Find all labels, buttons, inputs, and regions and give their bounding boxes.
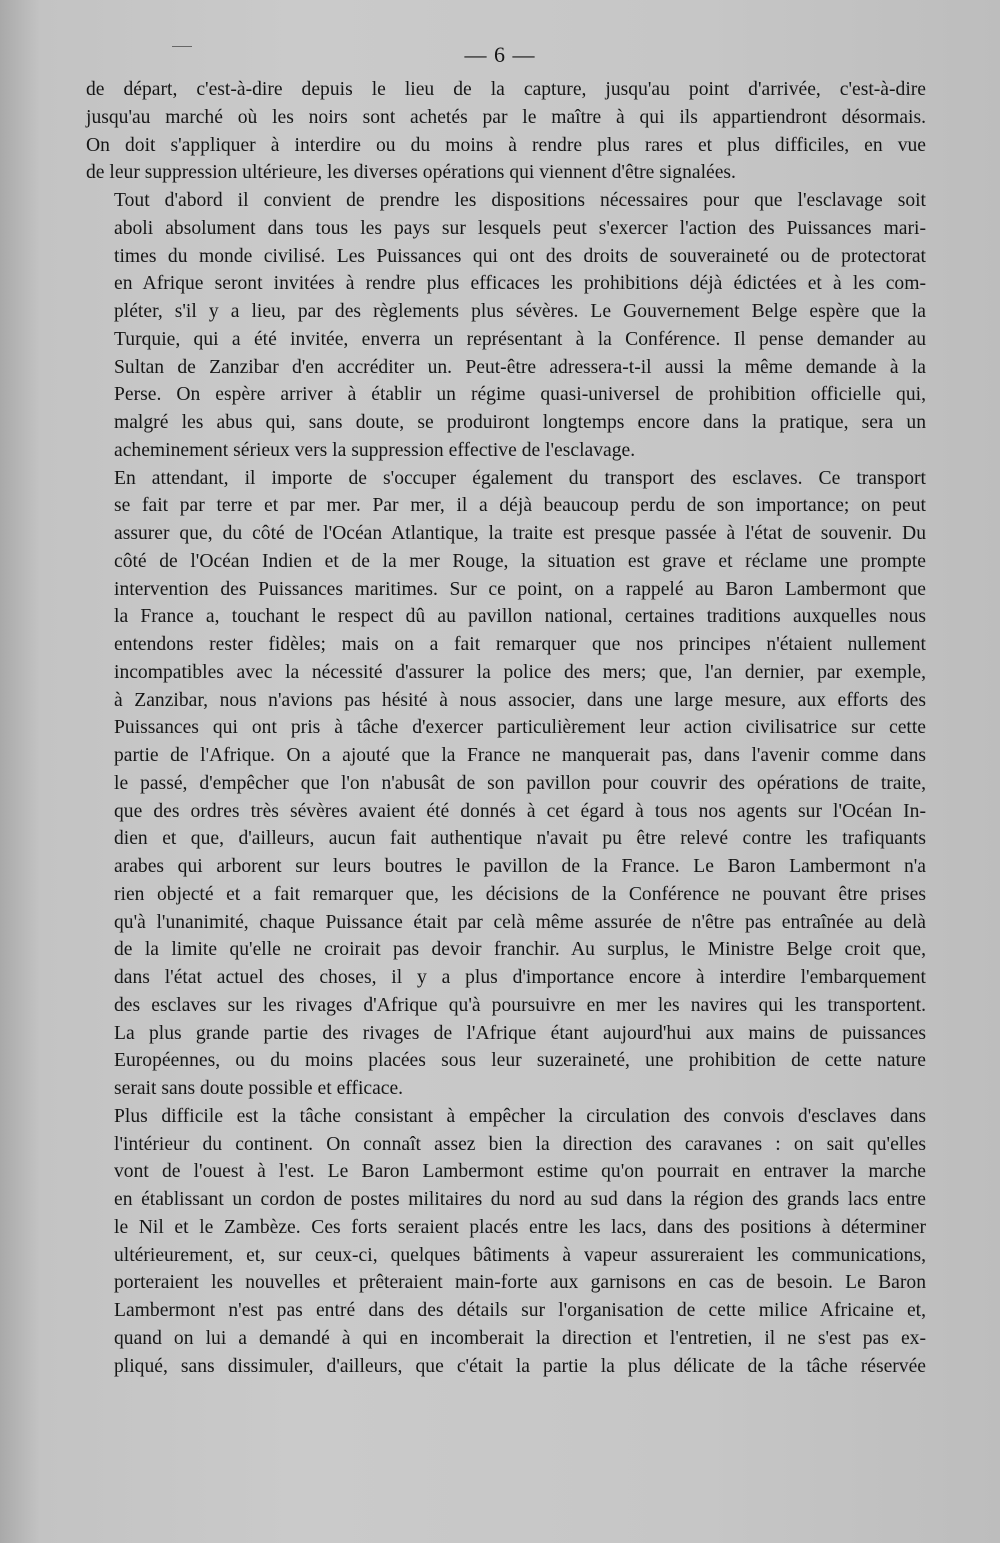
text-line: Turquie, qui a été invitée, enverra un représentant à la Conférence. Il pense demander au xyxy=(114,328,926,350)
text-line: rien objecté et a fait remarquer que, les décisions de la Conférence ne pouvant être prises xyxy=(114,883,926,905)
body-text xyxy=(86,76,926,1380)
text-line: pléter, s'il y a lieu, par des règlements plus sévères. Le Gouvernement Belge espère que la xyxy=(114,301,926,322)
text-line: jusqu'au marché où les noirs sont achetés par le maître à qui ils appartiendront désormais. xyxy=(86,106,926,128)
text-line: Sultan de Zanzibar d'en accréditer un. Peut-être adressera-t-il aussi la même demande à la xyxy=(114,356,926,378)
page-number: — 6 — xyxy=(464,42,536,67)
text-line: côté de l'Océan Indien et de la mer Rouge, la situation est grave et réclame une prompte xyxy=(114,550,926,572)
paragraph xyxy=(86,1103,926,1381)
text-line: partie de l'Afrique. On a ajouté que la France ne manquerait pas, dans l'avenir comme dans xyxy=(114,745,926,766)
text-line: arabes qui arborent sur leurs boutres le pavillon de la France. Le Baron Lambermont n'a xyxy=(114,856,926,877)
text-line: le Nil et le Zambèze. Ces forts seraient placés entre les lacs, dans des positions à déterminer xyxy=(114,1216,926,1238)
text-line: times du monde civilisé. Les Puissances qui ont des droits de souveraineté ou de protectorat xyxy=(114,245,926,267)
text-line: qu'à l'unanimité, chaque Puissance était par celà même assurée de n'être pas entraînée au delà xyxy=(114,911,926,933)
text-line: l'intérieur du continent. On connaît assez bien la direction des caravanes : on sait qu'elles xyxy=(114,1133,926,1155)
text-line: dans l'état actuel des choses, il y a plus d'importance encore à interdire l'embarquement xyxy=(114,967,926,988)
text-line: que des ordres très sévères avaient été donnés à cet égard à tous nos agents sur l'Océan In- xyxy=(114,800,926,822)
text-line: en établissant un cordon de postes militaires du nord au sud dans la région des grands lacs entre xyxy=(114,1189,926,1210)
text-line: La plus grande partie des rivages de l'Afrique étant aujourd'hui aux mains de puissances xyxy=(114,1022,926,1044)
text-line: à Zanzibar, nous n'avions pas hésité à nous associer, dans une large mesure, aux efforts des xyxy=(114,689,926,711)
text-line: On doit s'appliquer à interdire ou du moins à rendre plus rares et plus difficiles, en vue xyxy=(86,134,926,156)
text-line: le passé, d'empêcher que l'on n'abusât de son pavillon pour couvrir des opérations de traite, xyxy=(114,772,926,794)
paragraph xyxy=(86,187,926,465)
text-line: acheminement sérieux vers la suppression effective de l'esclavage. xyxy=(114,439,636,461)
text-line: Tout d'abord il convient de prendre les dispositions nécessaires pour que l'esclavage soit xyxy=(114,190,926,211)
text-line: porteraient les nouvelles et prêteraient main-forte aux garnisons en cas de besoin. Le Baron xyxy=(114,1272,926,1294)
paragraph xyxy=(86,76,926,187)
text-line: entendons rester fidèles; mais on a fait remarquer que nos principes n'étaient nullement xyxy=(114,634,926,655)
text-line: en Afrique seront invitées à rendre plus efficaces les prohibitions déjà édictées et à les com- xyxy=(114,273,926,295)
text-line: quand on lui a demandé à qui en incomberait la direction et l'entretien, il ne s'est pas ex- xyxy=(114,1327,926,1349)
text-line: se fait par terre et par mer. Par mer, il a déjà beaucoup perdu de son importance; on peut xyxy=(114,495,926,517)
text-line: intervention des Puissances maritimes. Sur ce point, on a rappelé au Baron Lambermont que xyxy=(114,578,926,600)
text-line: incompatibles avec la nécessité d'assurer la police des mers; que, l'an dernier, par exemple, xyxy=(114,661,926,683)
text-line: aboli absolument dans tous les pays sur lesquels peut s'exercer l'action des Puissances mari- xyxy=(114,217,926,239)
text-line: Perse. On espère arriver à établir un régime quasi-universel de prohibition officielle qui, xyxy=(114,384,926,406)
text-line: ultérieurement, et, sur ceux-ci, quelques bâtiments à vapeur assureraient les communications, xyxy=(114,1244,926,1266)
text-line: Lambermont n'est pas entré dans des détails sur l'organisation de cette milice Africaine et, xyxy=(114,1300,926,1321)
text-line: des esclaves sur les rivages d'Afrique qu'à poursuivre en mer les navires qui les transportent. xyxy=(114,994,926,1016)
text-line: Plus difficile est la tâche consistant à empêcher la circulation des convois d'esclaves dans xyxy=(114,1105,926,1127)
text-line: serait sans doute possible et efficace. xyxy=(114,1078,404,1099)
text-line: de leur suppression ultérieure, les diverses opérations qui viennent d'être signalées. xyxy=(86,162,736,184)
text-line: Puissances qui ont pris à tâche d'exercer particulièrement leur action civilisatrice sur cette xyxy=(114,717,926,739)
text-line: malgré les abus qui, sans doute, se produiront longtemps encore dans la pratique, sera un xyxy=(114,412,926,433)
text-line: de la limite qu'elle ne croirait pas devoir franchir. Au surplus, le Ministre Belge croit que, xyxy=(114,939,926,961)
text-line: vont de l'ouest à l'est. Le Baron Lambermont estime qu'on pourrait en entraver la marche xyxy=(114,1161,926,1183)
text-line: la France a, touchant le respect dû au pavillon national, certaines traditions auxquelles nous xyxy=(114,606,926,628)
text-line: En attendant, il importe de s'occuper également du transport des esclaves. Ce transport xyxy=(114,467,926,489)
text-line: dien et que, d'ailleurs, aucun fait authentique n'avait pu être relevé contre les trafiquants xyxy=(114,828,926,850)
text-line: assurer que, du côté de l'Océan Atlantique, la traite est presque passée à l'état de souvenir. Du xyxy=(114,523,926,544)
text-line: pliqué, sans dissimuler, d'ailleurs, que c'était la partie la plus délicate de la tâche réservée xyxy=(114,1355,926,1377)
paragraph xyxy=(86,465,926,1103)
text-line: de départ, c'est-à-dire depuis le lieu de la capture, jusqu'au point d'arrivée, c'est-à-dire xyxy=(86,79,926,100)
text-line: Européennes, ou du moins placées sous leur suzeraineté, une prohibition de cette nature xyxy=(114,1050,926,1072)
